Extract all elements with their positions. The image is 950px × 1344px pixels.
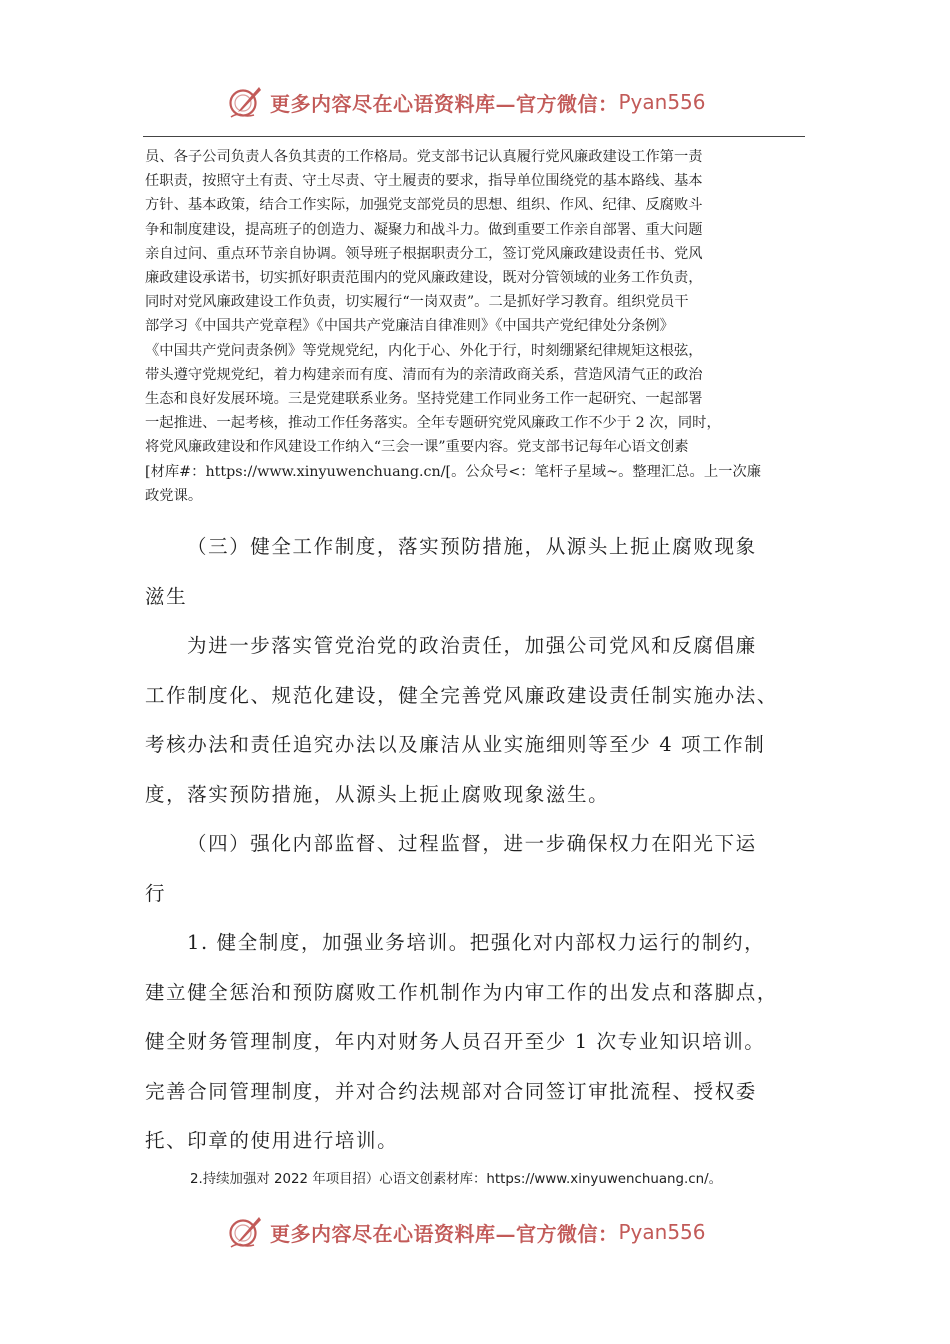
text-line: 一起推进、一起考核，推动工作任务落实。全年专题研究党风廉政工作不少于 2 次，同时， — [145, 415, 721, 432]
text-line: 带头遵守党规党纪，着力构建亲而有度、清而有为的亲清政商关系，营造风清气正的政治 — [145, 366, 703, 383]
header-banner — [228, 80, 706, 124]
section-3-body-line: 考核办法和责任追究办法以及廉洁从业实施细则等至少 4 项工作制 — [145, 733, 766, 756]
text-line: 方针、基本政策，结合工作实际，加强党支部党员的思想、组织、作风、纪律、反腐败斗 — [145, 197, 703, 214]
document-body — [145, 522, 825, 1166]
pen-logo-icon — [228, 1214, 262, 1250]
item-1-line: 1. 健全制度，加强业务培训。把强化对内部权力运行的制约， — [187, 931, 766, 954]
text-line: 生态和良好发展环境。三是党建联系业务。坚持党建工作同业务工作一起研究、一起部署 — [145, 391, 703, 408]
banner-text: 更多内容尽在心语资料库—官方微信： — [270, 91, 619, 116]
text-line: 同时对党风廉政建设工作负责，切实履行“一岗双责”。二是抓好学习教育。组织党员干 — [145, 294, 689, 311]
text-line: 《中国共产党问责条例》等党规党纪，内化于心、外化于行，时刻绷紧纪律规矩这根弦， — [145, 342, 703, 359]
text-line: 政党课。 — [145, 487, 203, 504]
text-line: 员、各子公司负责人各负其责的工作格局。党支部书记认真履行党风廉政建设工作第一责 — [145, 149, 703, 165]
text-line: 任职责，按照守土有责、守土尽责、守土履责的要求，指导单位围绕党的基本路线、基本 — [145, 173, 703, 190]
text-line: 廉政建设承诺书，切实抓好职责范围内的党风廉政建设，既对分管领域的业务工作负责， — [145, 270, 703, 287]
section-3-body-line: 度，落实预防措施，从源头上扼止腐败现象滋生。 — [145, 782, 610, 806]
item-1-line: 建立健全惩治和预防腐败工作机制作为内审工作的出发点和落脚点， — [145, 980, 779, 1004]
footnote-line: 2.持续加强对 2022 年项目招）心语文创素材库：https://www.xinyuwenchuang.cn/。 — [190, 1172, 723, 1187]
footer-banner — [228, 1210, 706, 1254]
paragraph-small — [145, 145, 807, 508]
text-line: [材库#：https://www.xinyuwenchuang.cn/[。公众号<：笔杆子星域~。整理汇总。上一次廉 — [145, 463, 762, 480]
section-3-heading: （三）健全工作制度，落实预防措施，从源头上扼止腐败现象 — [187, 535, 757, 558]
banner-wechat-id: Pyan556 — [618, 90, 706, 114]
text-line: 亲自过问、重点环节亲自协调。领导班子根据职责分工，签订党风廉政建设责任书、党风 — [145, 245, 703, 262]
pen-logo-icon — [228, 84, 262, 120]
item-1-line: 完善合同管理制度，并对合约法规部对合同签订审批流程、授权委 — [145, 1079, 757, 1103]
item-1-line: 健全财务管理制度，年内对财务人员召开至少 1 次专业知识培训。 — [145, 1030, 766, 1053]
section-3-body-line: 工作制度化、规范化建设，健全完善党风廉政建设责任制实施办法、 — [145, 683, 779, 707]
section-3-heading-cont: 滋生 — [145, 584, 188, 608]
section-3-body-line: 为进一步落实管党治党的政治责任，加强公司党风和反腐倡廉 — [187, 634, 757, 657]
header-rule — [143, 136, 805, 137]
banner-wechat-id: Pyan556 — [618, 1220, 706, 1244]
section-4-heading: （四）强化内部监督、过程监督，进一步确保权力在阳光下运 — [187, 832, 757, 855]
section-4-heading-cont: 行 — [145, 881, 167, 905]
text-line: 部学习《中国共产党章程》《中国共产党廉洁自律准则》《中国共产党纪律处分条例》 — [145, 318, 674, 335]
banner-text: 更多内容尽在心语资料库—官方微信： — [270, 1221, 619, 1246]
item-1-line: 托、印章的使用进行培训。 — [145, 1129, 399, 1152]
text-line: 争和制度建设，提高班子的创造力、凝聚力和战斗力。做到重要工作亲自部署、重大问题 — [145, 221, 703, 238]
text-line: 将党风廉政建设和作风建设工作纳入“三会一课”重要内容。党支部书记每年心语文创素 — [145, 439, 689, 456]
